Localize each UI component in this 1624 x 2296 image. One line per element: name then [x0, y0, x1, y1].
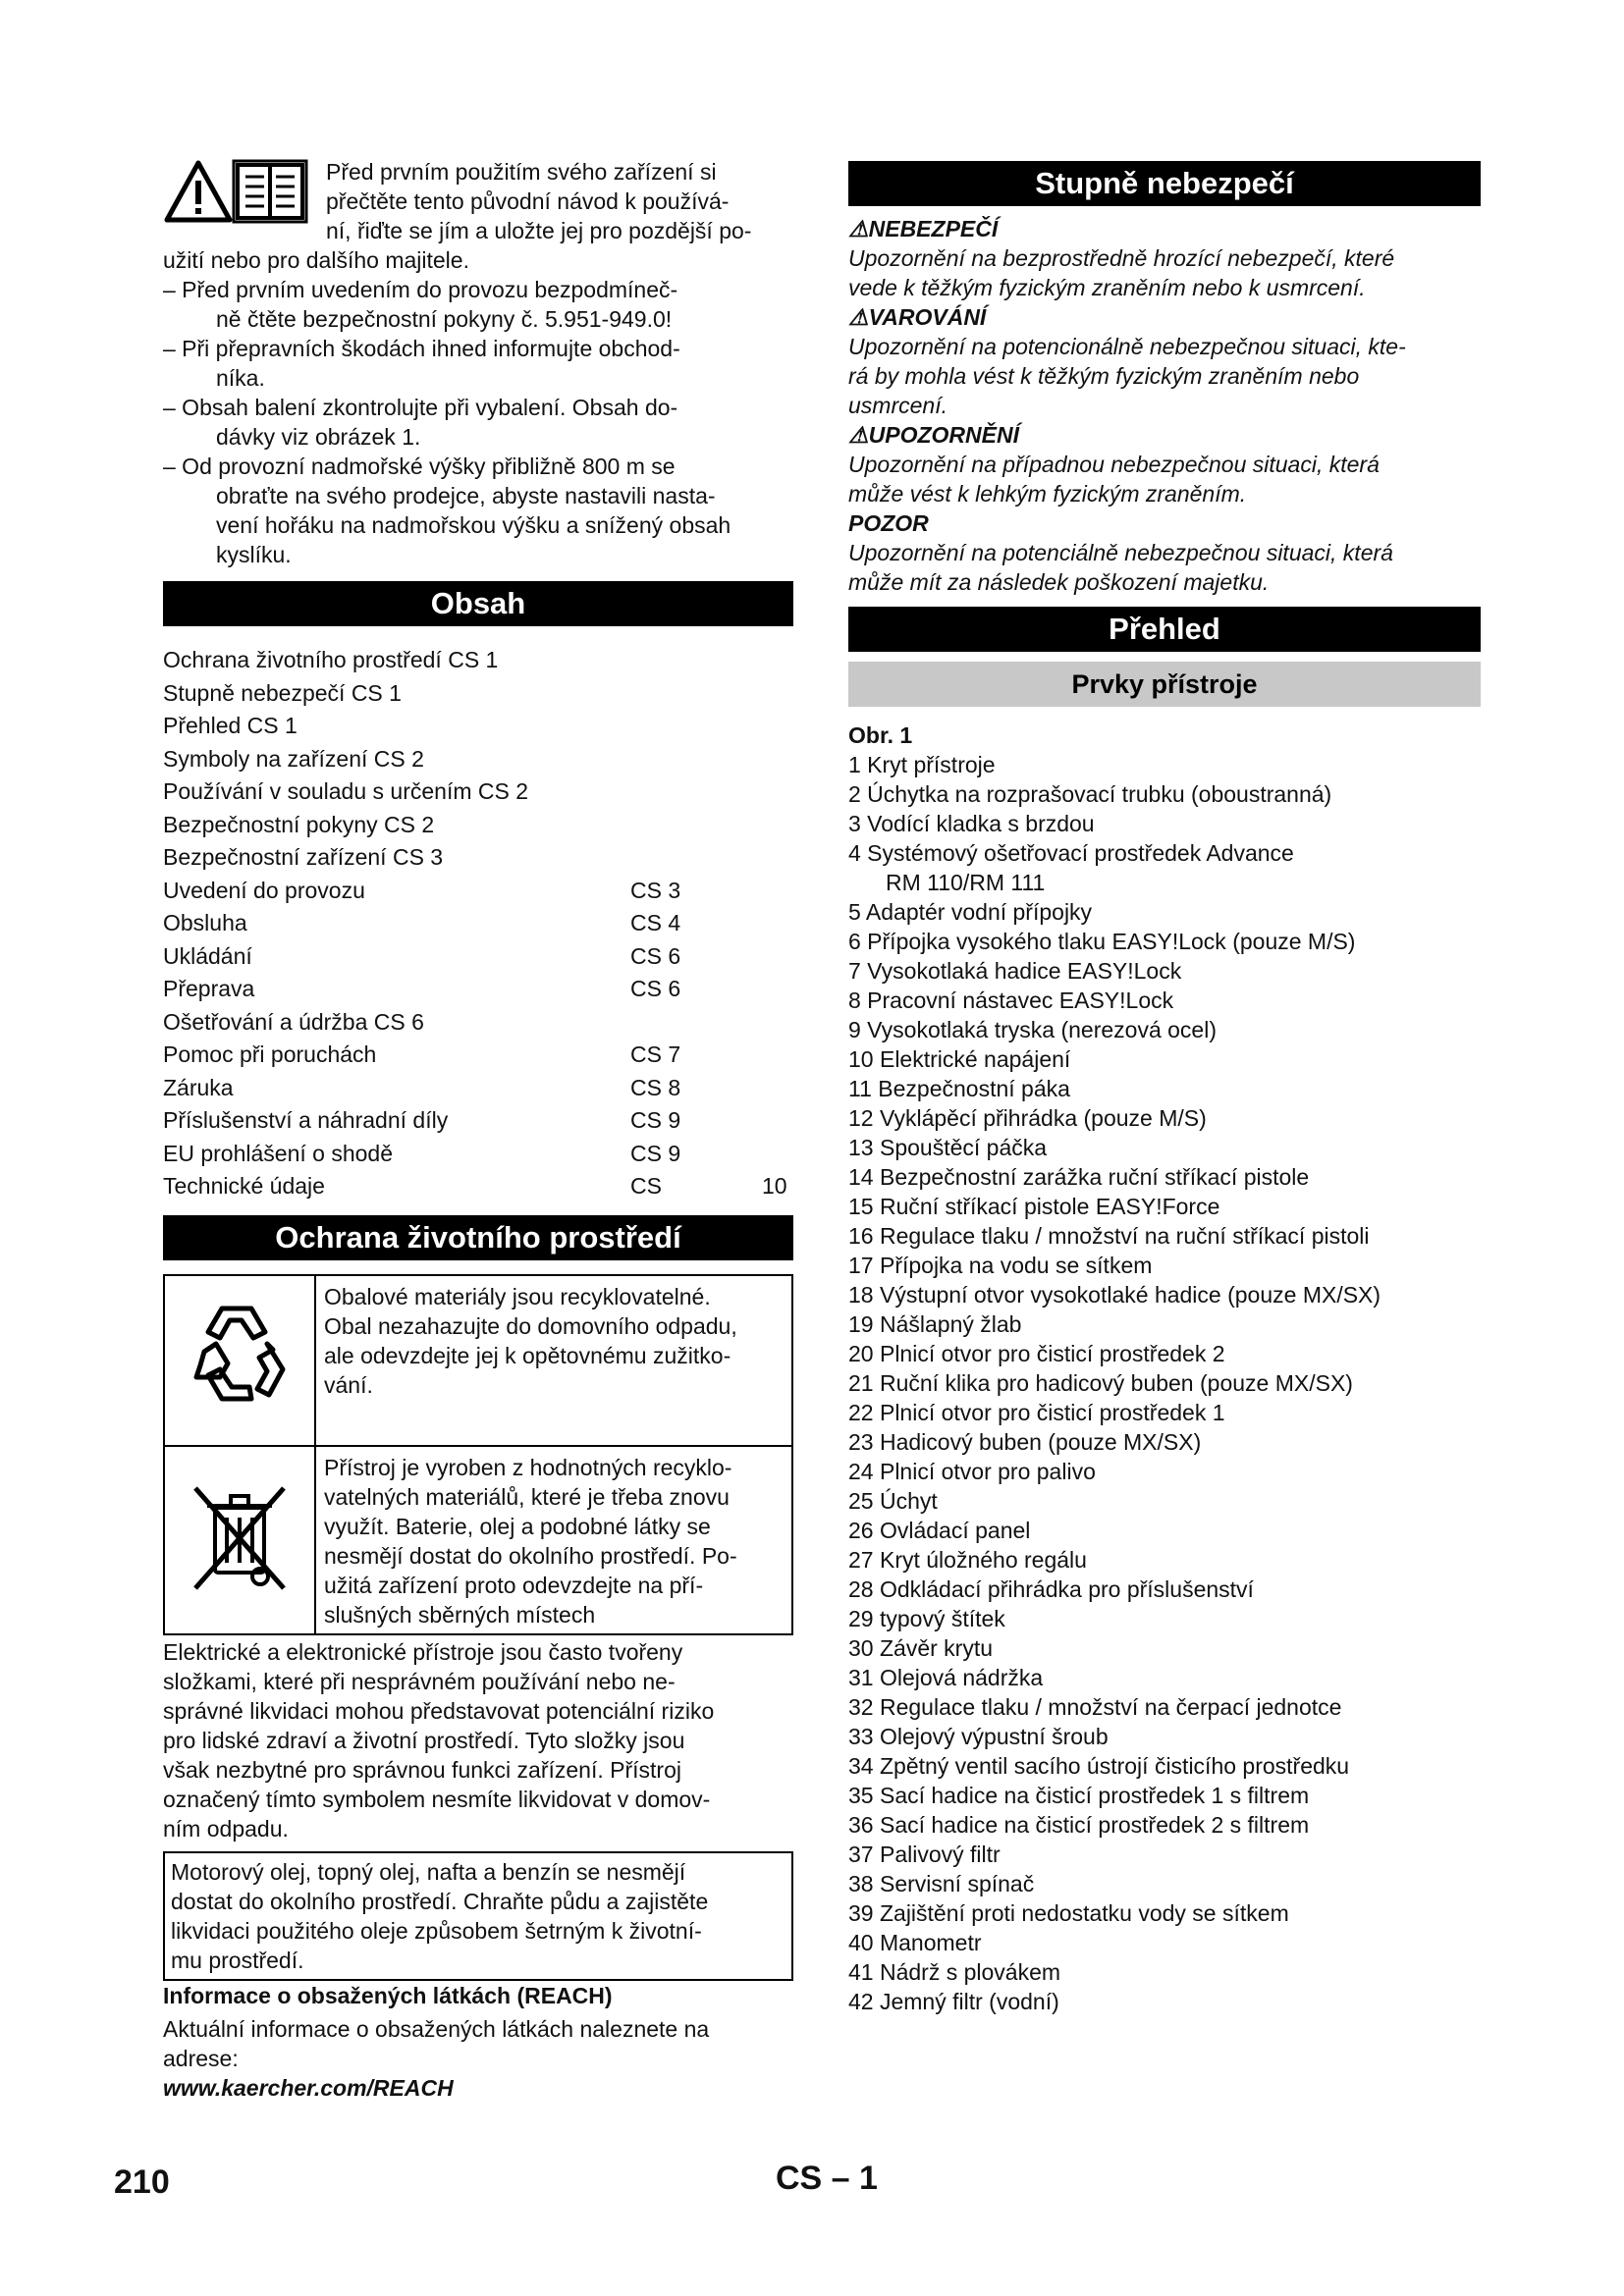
intro-item-line: – Při přepravních škodách ihned informujte obchod- — [163, 336, 680, 361]
overview-item-text: 6 Přípojka vysokého tlaku EASY!Lock (pouze M/S) — [848, 929, 1356, 954]
reach-url[interactable]: www.kaercher.com/REACH — [163, 2074, 454, 2101]
toc-title: Uvedení do provozu — [163, 877, 365, 903]
overview-item — [848, 809, 1481, 838]
disposal-text — [315, 1446, 792, 1634]
overview-item — [848, 1604, 1481, 1633]
toc-page: CS 9 — [630, 1107, 681, 1133]
overview-item — [848, 1280, 1481, 1309]
overview-subheading: Prvky přístroje — [848, 662, 1481, 707]
disposal-line: Přístroj je vyroben z hodnotných recyklo- — [324, 1454, 732, 1480]
toc-title: Záruka — [163, 1074, 234, 1100]
overview-heading: Přehled — [848, 607, 1481, 652]
overview-item — [848, 1633, 1481, 1663]
contents-heading: Obsah — [163, 581, 793, 626]
overview-item — [848, 1751, 1481, 1781]
overview-item-text: 3 Vodící kladka s brzdou — [848, 811, 1095, 836]
overview-item-text: 12 Vyklápěcí přihrádka (pouze M/S) — [848, 1105, 1207, 1131]
toc-title: Bezpečnostní zařízení CS 3 — [163, 844, 444, 870]
overview-item-text: 41 Nádrž s plovákem — [848, 1959, 1061, 1985]
toc-row — [163, 1138, 793, 1171]
environment-table — [163, 1274, 793, 1635]
overview-item-text: 23 Hadicový buben (pouze MX/SX) — [848, 1429, 1202, 1455]
overview-item-text: 31 Olejová nádržka — [848, 1665, 1044, 1690]
hazard-level-text: rá by mohla vést k těžkým fyzickým zraněním nebo — [848, 363, 1360, 389]
toc-title: Přehled CS 1 — [163, 713, 298, 738]
electro-line: však nezbytné pro správnou funkci zařízení. Přístroj — [163, 1756, 681, 1783]
oil-line: Motorový olej, topný olej, nafta a benzín se nesmějí — [171, 1858, 686, 1885]
recycle-line: vání. — [324, 1371, 373, 1398]
toc-row — [163, 973, 793, 1006]
toc-title: Technické údaje — [163, 1173, 325, 1199]
intro-item-continuation: níka. — [216, 365, 265, 391]
toc-title: Ukládání — [163, 942, 252, 969]
hazard-level-text: Upozornění na případnou nebezpečnou situaci, která — [848, 452, 1380, 477]
toc-page: CS 3 — [630, 877, 681, 903]
hazard-level-title: ⚠NEBEZPEČÍ — [848, 216, 999, 241]
toc-title: Obsluha — [163, 910, 247, 935]
toc-row — [163, 809, 793, 842]
reach-line: adrese: — [163, 2045, 239, 2071]
overview-item-text: 16 Regulace tlaku / množství na ruční stříkací pistoli — [848, 1223, 1370, 1249]
overview-item-text: 37 Palivový filtr — [848, 1842, 1001, 1867]
figure-label: Obr. 1 — [848, 722, 913, 748]
overview-item — [848, 1692, 1481, 1722]
electro-text — [163, 1637, 793, 1843]
toc-page: CS 4 — [630, 910, 681, 935]
overview-item — [848, 1663, 1481, 1692]
overview-item — [848, 1869, 1481, 1898]
overview-item-text: 15 Ruční stříkací pistole EASY!Force — [848, 1194, 1220, 1219]
overview-list — [848, 750, 1481, 2016]
disposal-cell — [164, 1446, 315, 1634]
overview-item-text: 36 Sací hadice na čisticí prostředek 2 s filtrem — [848, 1812, 1310, 1838]
hazard-level-text: usmrcení. — [848, 393, 947, 418]
overview-item — [848, 1545, 1481, 1575]
recycle-cell — [164, 1275, 315, 1446]
intro-line: užití nebo pro dalšího majitele. — [163, 247, 469, 273]
overview-item-text: 29 typový štítek — [848, 1606, 1005, 1631]
overview-item-text: 24 Plnicí otvor pro palivo — [848, 1459, 1096, 1484]
toc-title: Ošetřování a údržba CS 6 — [163, 1008, 424, 1035]
intro-item-continuation: kyslíku. — [216, 542, 292, 567]
overview-item — [848, 986, 1481, 1015]
toc-row — [163, 743, 793, 776]
environment-heading: Ochrana životního prostředí — [163, 1215, 793, 1260]
toc-page: CS 7 — [630, 1041, 681, 1067]
overview-item-text: 25 Úchyt — [848, 1488, 938, 1514]
overview-item — [848, 1781, 1481, 1810]
intro-line: ní, řiďte se jím a uložte jej pro pozdější po- — [326, 218, 752, 243]
overview-item — [848, 1810, 1481, 1840]
toc-row — [163, 940, 793, 974]
electro-line: pro lidské zdraví a životní prostředí. Tyto složky jsou — [163, 1727, 685, 1753]
electro-line: Elektrické a elektronické přístroje jsou často tvořeny — [163, 1638, 683, 1665]
overview-item — [848, 838, 1481, 897]
oil-notice-box — [163, 1851, 793, 1981]
intro-item-continuation: ně čtěte bezpečnostní pokyny č. 5.951-949.0! — [216, 306, 673, 332]
overview-item-text: 11 Bezpečnostní páka — [848, 1076, 1070, 1101]
toc-title: Příslušenství a náhradní díly — [163, 1107, 449, 1133]
hazard-level-title: ⚠VAROVÁNÍ — [848, 304, 987, 330]
overview-item-text: 20 Plnicí otvor pro čisticí prostředek 2 — [848, 1341, 1225, 1366]
toc-title: Ochrana životního prostředí CS 1 — [163, 647, 499, 672]
toc-row — [163, 1170, 793, 1203]
hazard-level-text: může mít za následek poškození majetku. — [848, 569, 1270, 595]
overview-item-text: 28 Odkládací přihrádka pro příslušenství — [848, 1576, 1254, 1602]
intro-item-line: – Od provozní nadmořské výšky přibližně 800 m se — [163, 454, 676, 479]
toc-page: CS — [630, 1173, 662, 1199]
overview-item-text: 9 Vysokotlaká tryska (nerezová ocel) — [848, 1017, 1217, 1042]
disposal-line: nesmějí dostat do okolního prostředí. Po- — [324, 1542, 737, 1569]
overview-item — [848, 750, 1481, 779]
intro-item-continuation: obraťte na svého prodejce, abyste nastavili nasta- — [216, 483, 716, 508]
left-column — [163, 157, 793, 2103]
overview-item-text: 32 Regulace tlaku / množství na čerpací jednotce — [848, 1694, 1342, 1720]
overview-item — [848, 1722, 1481, 1751]
oil-line: mu prostředí. — [171, 1947, 304, 1973]
overview-item-text: 26 Ovládací panel — [848, 1518, 1031, 1543]
toc-row — [163, 1039, 793, 1072]
intro-icons — [163, 159, 312, 228]
overview-item — [848, 1928, 1481, 1957]
hazard-level-text: může vést k lehkým fyzickým zraněním. — [848, 481, 1247, 507]
oil-line: dostat do okolního prostředí. Chraňte půdu a zajistěte — [171, 1888, 709, 1914]
overview-item-text: 21 Ruční klika pro hadicový buben (pouze MX/SX) — [848, 1370, 1353, 1396]
overview-item — [848, 1339, 1481, 1368]
disposal-line: využít. Baterie, olej a podobné látky se — [324, 1513, 711, 1539]
intro-line: Před prvním použitím svého zařízení si — [326, 159, 717, 185]
toc-row — [163, 1006, 793, 1040]
overview-item — [848, 956, 1481, 986]
overview-item — [848, 1221, 1481, 1251]
hazard-level-text: Upozornění na potencionálně nebezpečnou situaci, kte- — [848, 334, 1406, 359]
overview-item-text: 38 Servisní spínač — [848, 1871, 1035, 1896]
toc-page-extra: 10 — [762, 1173, 787, 1199]
overview-item — [848, 1427, 1481, 1457]
recycle-icon — [181, 1293, 298, 1420]
toc-title: Pomoc při poruchách — [163, 1041, 377, 1067]
overview-item — [848, 779, 1481, 809]
recycle-line: Obalové materiály jsou recyklovatelné. — [324, 1283, 711, 1309]
oil-line: likvidaci použitého oleje způsobem šetrným k životní- — [171, 1917, 702, 1944]
overview-item-text: 35 Sací hadice na čisticí prostředek 1 s filtrem — [848, 1783, 1310, 1808]
intro-item-continuation: dávky viz obrázek 1. — [216, 424, 421, 450]
overview-item — [848, 1133, 1481, 1162]
intro-line: přečtěte tento původní návod k používá- — [326, 188, 730, 214]
toc-row — [163, 907, 793, 940]
disposal-line: vatelných materiálů, které je třeba znovu — [324, 1483, 730, 1510]
overview-item — [848, 1162, 1481, 1192]
toc-page: CS 8 — [630, 1074, 681, 1100]
overview-item-text: 5 Adaptér vodní přípojky — [848, 899, 1093, 925]
hazard-level-text: vede k těžkým fyzickým zraněním nebo k usmrcení. — [848, 275, 1366, 300]
overview-item — [848, 1309, 1481, 1339]
manual-book-icon — [232, 159, 310, 224]
overview-item-text: 1 Kryt přístroje — [848, 752, 996, 777]
toc-row — [163, 775, 793, 809]
overview-item — [848, 1486, 1481, 1516]
overview-item — [848, 1015, 1481, 1044]
overview-item-text: 27 Kryt úložného regálu — [848, 1547, 1087, 1573]
disposal-line: slušných sběrných místech — [324, 1601, 596, 1628]
overview-item-text: 14 Bezpečnostní zarážka ruční stříkací pistole — [848, 1164, 1310, 1190]
overview-item-text: 2 Úchytka na rozprašovací trubku (oboustranná) — [848, 781, 1332, 807]
crossed-bin-icon — [186, 1472, 294, 1600]
intro-block — [163, 157, 793, 275]
overview-item-text: 30 Závěr krytu — [848, 1635, 993, 1661]
toc-title: Stupně nebezpečí CS 1 — [163, 679, 402, 706]
recycle-line: ale odevzdejte jej k opětovnému zužitko- — [324, 1342, 731, 1368]
reach-title: Informace o obsažených látkách (REACH) — [163, 1982, 613, 2008]
intro-item-continuation: vení hořáku na nadmořskou výšku a snížený obsah — [216, 512, 731, 538]
toc-title: EU prohlášení o shodě — [163, 1140, 393, 1166]
hazard-heading: Stupně nebezpečí — [848, 161, 1481, 206]
overview-item-text: 33 Olejový výpustní šroub — [848, 1724, 1109, 1749]
reach-line: Aktuální informace o obsažených látkách naleznete na — [163, 2015, 710, 2042]
electro-line: správné likvidaci mohou představovat potenciální riziko — [163, 1697, 715, 1724]
overview-item-text: 40 Manometr — [848, 1930, 982, 1955]
overview-item-text: 19 Nášlapný žlab — [848, 1311, 1022, 1337]
overview-item-text: 4 Systémový ošetřovací prostředek Advance — [848, 840, 1294, 866]
reach-text — [163, 2014, 793, 2073]
overview-item-text: 7 Vysokotlaká hadice EASY!Lock — [848, 958, 1182, 984]
electro-line: ním odpadu. — [163, 1815, 289, 1842]
overview-item — [848, 1987, 1481, 2016]
recycle-text — [315, 1275, 792, 1446]
intro-item-line: – Před prvním uvedením do provozu bezpodmíneč- — [163, 277, 678, 302]
hazard-levels — [848, 214, 1481, 597]
overview-item — [848, 927, 1481, 956]
toc-title: Používání v souladu s určením CS 2 — [163, 778, 529, 804]
toc-page: CS 6 — [630, 942, 681, 969]
toc-row — [163, 644, 793, 677]
overview-item — [848, 1044, 1481, 1074]
overview-item — [848, 1898, 1481, 1928]
intro-item-line: – Obsah balení zkontrolujte při vybalení. Obsah do- — [163, 395, 678, 420]
toc-row — [163, 677, 793, 711]
overview-item — [848, 1840, 1481, 1869]
overview-item-text: 22 Plnicí otvor pro čisticí prostředek 1 — [848, 1400, 1225, 1425]
overview-item — [848, 1368, 1481, 1398]
hazard-level-title: POZOR — [848, 510, 929, 536]
overview-item-text: 10 Elektrické napájení — [848, 1046, 1071, 1072]
toc-title: Symboly na zařízení CS 2 — [163, 745, 424, 772]
disposal-line: užitá zařízení proto odevzdejte na pří- — [324, 1572, 704, 1598]
overview-item-text: 42 Jemný filtr (vodní) — [848, 1989, 1059, 2014]
toc-row — [163, 1104, 793, 1138]
overview-item-text: 34 Zpětný ventil sacího ústrojí čisticího prostředku — [848, 1753, 1350, 1779]
toc-title: Bezpečnostní pokyny CS 2 — [163, 811, 435, 837]
overview-item-continuation: RM 110/RM 111 — [886, 870, 1046, 895]
contents-list — [163, 644, 793, 1203]
electro-line: označený tímto symbolem nesmíte likvidovat v domov- — [163, 1786, 711, 1812]
overview-item — [848, 1457, 1481, 1486]
toc-row — [163, 710, 793, 743]
page-number: 210 — [114, 2163, 170, 2201]
overview-item — [848, 1251, 1481, 1280]
overview-item-text: 39 Zajištění proti nedostatku vody se sítkem — [848, 1900, 1289, 1926]
overview-item — [848, 1516, 1481, 1545]
overview-item-text: 8 Pracovní nástavec EASY!Lock — [848, 988, 1174, 1013]
overview-item — [848, 897, 1481, 927]
toc-title: Přeprava — [163, 976, 255, 1001]
hazard-level-text: Upozornění na bezprostředně hrozící nebezpečí, které — [848, 245, 1395, 271]
overview-item — [848, 1103, 1481, 1133]
toc-page: CS 9 — [630, 1140, 681, 1166]
right-column — [848, 157, 1481, 2016]
overview-item — [848, 1074, 1481, 1103]
footer-section: CS – 1 — [776, 2160, 878, 2197]
hazard-level-title: ⚠UPOZORNĚNÍ — [848, 422, 1019, 448]
toc-row — [163, 1072, 793, 1105]
overview-item — [848, 1398, 1481, 1427]
electro-line: složkami, které při nesprávném používání nebo ne- — [163, 1668, 676, 1694]
toc-page: CS 6 — [630, 976, 681, 1001]
overview-item-text: 13 Spouštěcí páčka — [848, 1135, 1048, 1160]
overview-item — [848, 1575, 1481, 1604]
toc-row — [163, 875, 793, 908]
overview-item — [848, 1957, 1481, 1987]
recycle-line: Obal nezahazujte do domovního odpadu, — [324, 1312, 737, 1339]
overview-item-text: 17 Přípojka na vodu se sítkem — [848, 1253, 1153, 1278]
hazard-level-text: Upozornění na potenciálně nebezpečnou situaci, která — [848, 540, 1393, 565]
intro-items — [163, 275, 793, 569]
overview-item — [848, 1192, 1481, 1221]
overview-item-text: 18 Výstupní otvor vysokotlaké hadice (pouze MX/SX) — [848, 1282, 1381, 1308]
toc-row — [163, 841, 793, 875]
